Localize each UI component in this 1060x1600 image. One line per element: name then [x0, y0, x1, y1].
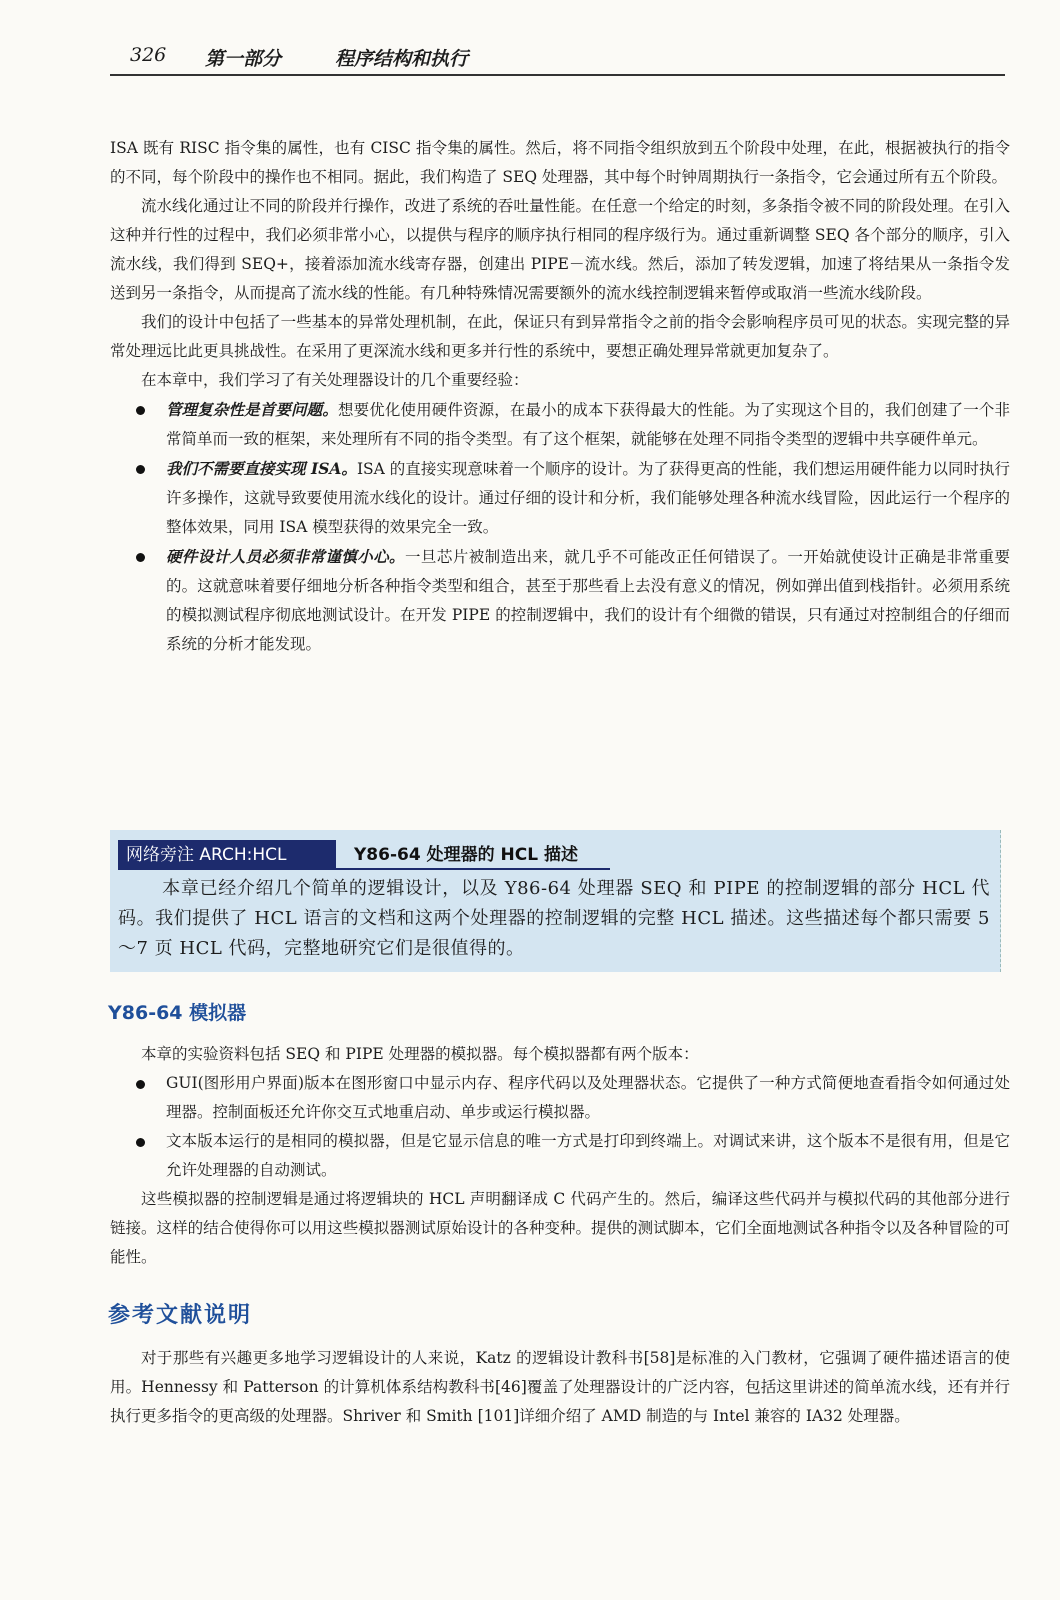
- paragraph-exceptions: 我们的设计中包括了一些基本的异常处理机制，在此，保证只有到异常指令之前的指令会影响程序员可见的状态。实现完整的异常处理远比此更具挑战性。在采用了更深流水线和更多并行性的系统中，要想正确处理异常就更加复杂了。: [110, 313, 1010, 360]
- simulator-heading: Y86-64 模拟器: [108, 1002, 247, 1024]
- lesson-lead: 管理复杂性是首要问题。: [166, 400, 338, 419]
- lesson-text: ISA 的直接实现意味着一个顺序的设计。为了获得更高的性能，我们想运用硬件能力以同时执行许多操作，这就导致要使用流水线化的设计。通过仔细的设计和分析，我们能够处理各种流水线冒险，因此运行一个程序的整体效果，同用 ISA 模型获得的效果完全一致。: [166, 460, 1010, 536]
- list-item: [110, 395, 1010, 454]
- aside-tag: 网络旁注 ARCH:HCL: [118, 840, 336, 870]
- list-item: [110, 1127, 1010, 1185]
- aside-text-content: 本章已经介绍几个简单的逻辑设计，以及 Y86-64 处理器 SEQ 和 PIPE 的控制逻辑的部分 HCL 代码。我们提供了 HCL 语言的文档和这两个处理器的控制逻辑的完整 HCL 描述。这些描述每个都只需要 5～7 页 HCL 代码，完整地研究它们是很值得的。: [118, 878, 990, 959]
- list-item: [110, 454, 1010, 542]
- simulator-outro: 这些模拟器的控制逻辑是通过将逻辑块的 HCL 声明翻译成 C 代码产生的。然后，编译这些代码并与模拟代码的其他部分进行链接。这样的结合使得你可以用这些模拟器测试原始设计的各种变种。提供的测试脚本，它们全面地测试各种指令以及各种冒险的可能性。: [110, 1190, 1010, 1266]
- summary-body: [110, 134, 1010, 659]
- web-aside-box: [110, 830, 1001, 972]
- part-title: 第一部分: [205, 48, 282, 70]
- references-text: 对于那些有兴趣更多地学习逻辑设计的人来说，Katz 的逻辑设计教科书[58]是标准的入门教材，它强调了硬件描述语言的使用。Hennessy 和 Patterson 的计算机体系结构教科书[46]覆盖了处理器设计的广泛内容，包括这里讲述的简单流水线，还有并行执行更多指令的更高级的处理器。Shriver 和 Smith [101]详细介绍了 AMD 制造的与 Intel 兼容的 IA32 处理器。: [110, 1349, 1010, 1425]
- chapter-title: 程序结构和执行: [335, 48, 469, 70]
- paragraph-lessons-intro: 在本章中，我们学习了有关处理器设计的几个重要经验：: [141, 371, 529, 389]
- references-heading: 参考文献说明: [108, 1303, 253, 1328]
- lesson-text: 一旦芯片被制造出来，就几乎不可能改正任何错误了。一开始就使设计正确是非常重要的。这就意味着要仔细地分析各种指令类型和组合，甚至于那些看上去没有意义的情况，例如弹出值到栈指针。必须用系统的模拟测试程序彻底地测试设计。在开发 PIPE 的控制逻辑中，我们的设计有个细微的错误，只有通过对控制组合的仔细而系统的分析才能发现。: [166, 548, 1010, 653]
- simulator-body: [110, 1040, 1010, 1272]
- paragraph-pipelining: 流水线化通过让不同的阶段并行操作，改进了系统的吞吐量性能。在任意一个给定的时刻，多条指令被不同的阶段处理。在引入这种并行性的过程中，我们必须非常小心，以提供与程序的顺序执行相同的程序级行为。通过重新调整 SEQ 各个部分的顺序，引入流水线，我们得到 SEQ+，接着添加流水线寄存器，创建出 PIPE－流水线。然后，添加了转发逻辑，加速了将结果从一条指令发送到另一条指令，从而提高了流水线的性能。有几种特殊情况需要额外的流水线控制逻辑来暂停或取消一些流水线阶段。: [110, 197, 1010, 302]
- page-number: 326: [130, 44, 167, 66]
- lessons-list: [110, 395, 1010, 659]
- aside-text: [118, 874, 990, 964]
- list-item: [110, 542, 1010, 659]
- list-item: [110, 1069, 1010, 1127]
- lesson-lead: 我们不需要直接实现 ISA。: [166, 459, 357, 478]
- paragraph-isa: ISA 既有 RISC 指令集的属性，也有 CISC 指令集的属性。然后，将不同指令组织放到五个阶段中处理，在此，根据被执行的指令的不同，每个阶段中的操作也不相同。据此，我们构造了 SEQ 处理器，其中每个时钟周期执行一条指令，它会通过所有五个阶段。: [110, 139, 1010, 186]
- bullet-icon: [136, 1080, 145, 1089]
- lesson-text: 想要优化使用硬件资源，在最小的成本下获得最大的性能。为了实现这个目的，我们创建了一个非常简单而一致的框架，来处理所有不同的指令类型。有了这个框架，就能够在处理不同指令类型的逻辑中共享硬件单元。: [166, 401, 1010, 448]
- simulator-list: [110, 1069, 1010, 1185]
- bullet-icon: [136, 553, 145, 562]
- simulator-item-text: GUI(图形用户界面)版本在图形窗口中显示内存、程序代码以及处理器状态。它提供了一种方式简便地查看指令如何通过处理器。控制面板还允许你交互式地重启动、单步或运行模拟器。: [166, 1074, 1010, 1121]
- aside-title: Y86-64 处理器的 HCL 描述: [354, 845, 578, 865]
- bullet-icon: [136, 1138, 145, 1147]
- bullet-icon: [136, 465, 145, 474]
- lesson-lead: 硬件设计人员必须非常谨慎小心。: [166, 547, 405, 566]
- references-body: [110, 1344, 1010, 1431]
- bullet-icon: [136, 406, 145, 415]
- running-head: [110, 40, 1005, 76]
- simulator-item-text: 文本版本运行的是相同的模拟器，但是它显示信息的唯一方式是打印到终端上。对调试来讲，这个版本不是很有用，但是它允许处理器的自动测试。: [166, 1132, 1010, 1179]
- simulator-intro: 本章的实验资料包括 SEQ 和 PIPE 处理器的模拟器。每个模拟器都有两个版本：: [141, 1045, 699, 1063]
